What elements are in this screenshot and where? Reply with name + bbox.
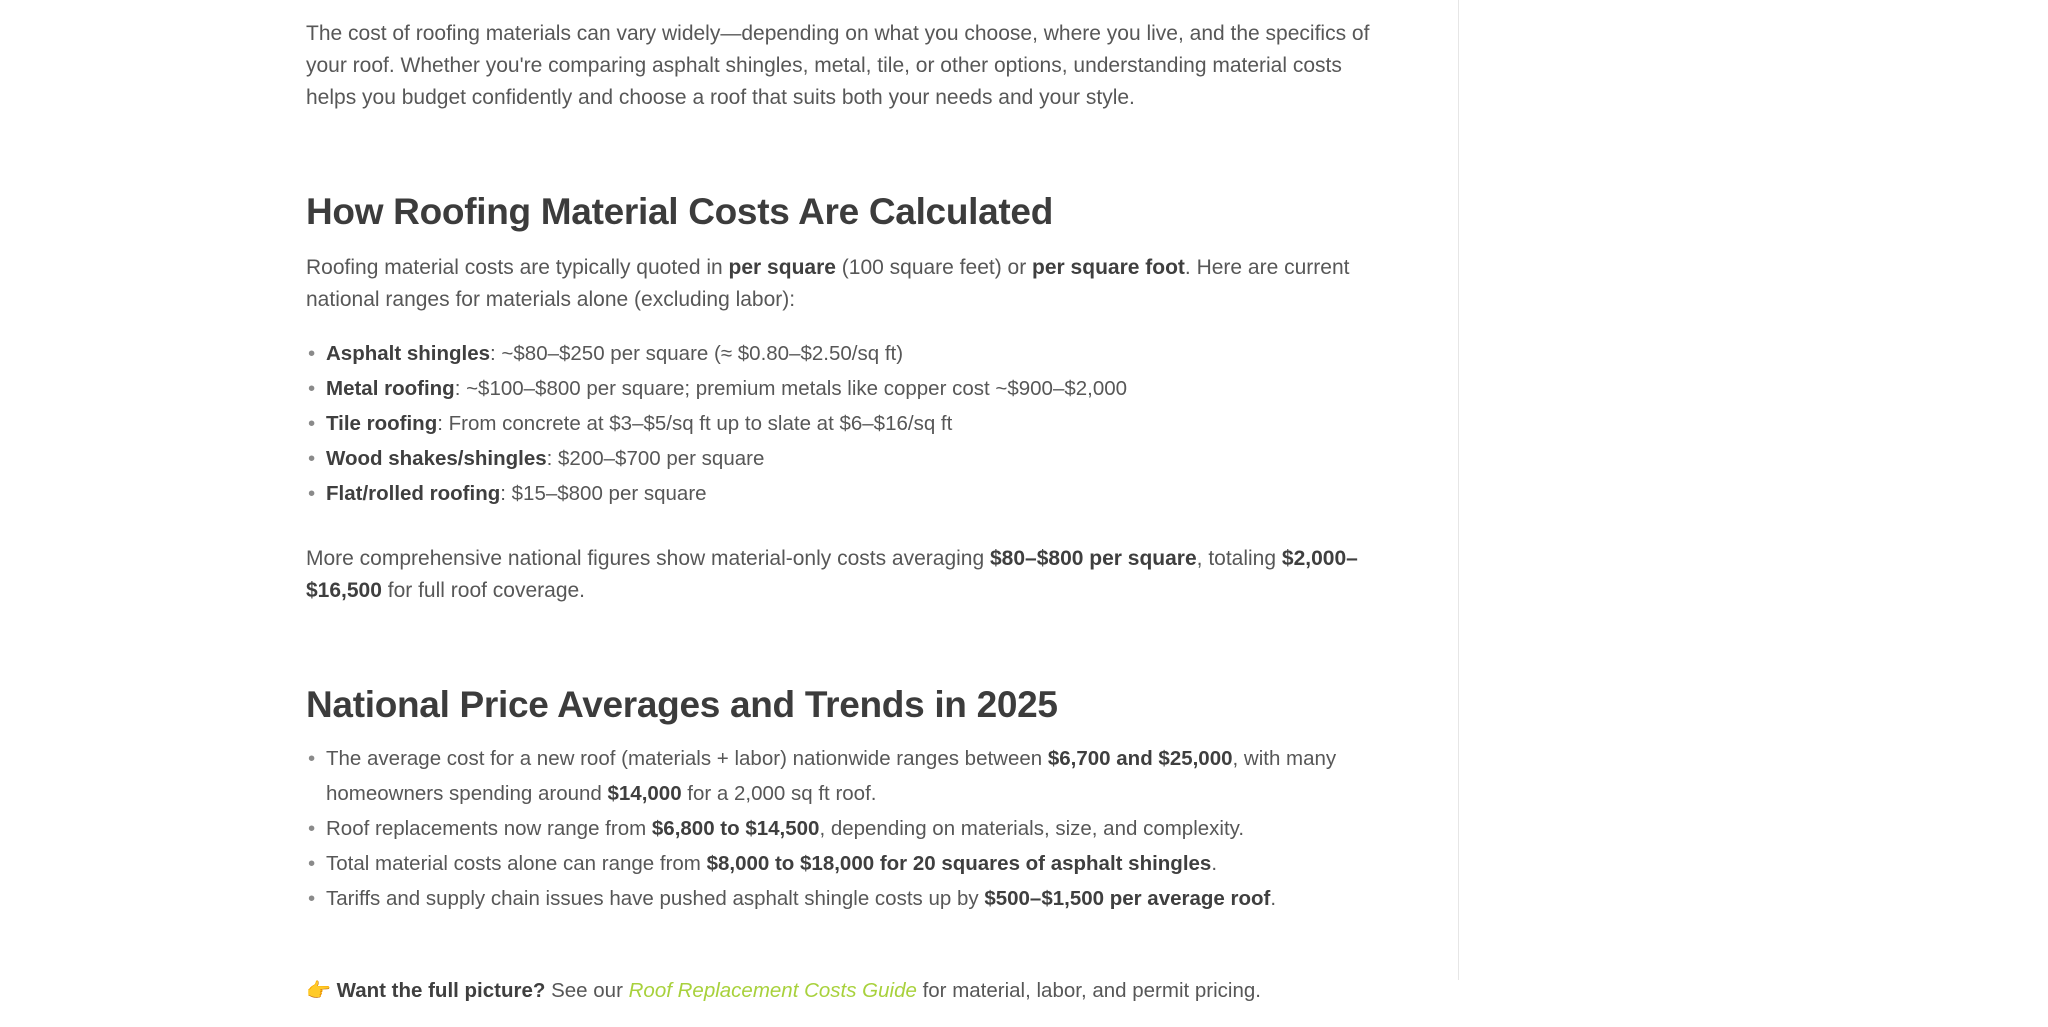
list-item-part1: The average cost for a new roof (materials + labor) nationwide ranges between bbox=[326, 747, 1048, 770]
list-item-part2: . bbox=[1270, 887, 1277, 910]
list-item-part1: Tariffs and supply chain issues have pushed asphalt shingle costs up by bbox=[326, 887, 985, 910]
list-item bbox=[306, 441, 1376, 476]
list-item-bold1: $6,700 and $25,000 bbox=[1047, 747, 1233, 770]
bullet-icon: • bbox=[308, 377, 316, 400]
bullet-icon: • bbox=[308, 887, 316, 910]
list-item-label: Flat/rolled roofing bbox=[326, 482, 501, 505]
list-item bbox=[306, 811, 1376, 846]
list-item-text: : $200–$700 per square bbox=[546, 447, 765, 470]
list-item-label: Asphalt shingles bbox=[326, 342, 491, 365]
national-averages-list bbox=[306, 727, 1376, 916]
roof-replacement-costs-guide-link[interactable]: Roof Replacement Costs Guide bbox=[628, 978, 917, 1002]
section1-intro-bold1: per square bbox=[728, 256, 836, 279]
summary-bold2: $2,000–$16,500 bbox=[306, 547, 1358, 602]
list-item bbox=[306, 881, 1376, 916]
list-item-label: Wood shakes/shingles bbox=[326, 447, 547, 470]
list-item bbox=[306, 371, 1376, 406]
list-item-bold2: $14,000 bbox=[607, 782, 682, 805]
list-item-bold1: $6,800 to $14,500 bbox=[651, 817, 820, 840]
list-item-label: Metal roofing bbox=[326, 377, 455, 400]
bullet-icon: • bbox=[308, 817, 316, 840]
list-item-bold1: $500–$1,500 per average roof bbox=[984, 887, 1271, 910]
summary-part2: , totaling bbox=[1196, 547, 1282, 570]
list-item bbox=[306, 336, 1376, 371]
bullet-icon: • bbox=[308, 482, 316, 505]
cta-middle-text: See our bbox=[545, 978, 629, 1002]
list-item-part1: Roof replacements now range from bbox=[326, 817, 652, 840]
list-item bbox=[306, 741, 1376, 811]
bullet-icon: • bbox=[308, 342, 316, 365]
article-content bbox=[306, 0, 1376, 1027]
list-item bbox=[306, 476, 1376, 511]
section1-intro-part3: . Here are current national ranges for materials alone (excluding labor): bbox=[306, 256, 1350, 311]
section1-intro-part1: Roofing material costs are typically quoted in bbox=[306, 256, 729, 279]
section-heading-national-averages: National Price Averages and Trends in 2025 bbox=[306, 684, 1058, 725]
list-item-part3: for a 2,000 sq ft roof. bbox=[681, 782, 877, 805]
list-item-text: : $15–$800 per square bbox=[500, 482, 707, 505]
list-item bbox=[306, 406, 1376, 441]
bullet-icon: • bbox=[308, 852, 316, 875]
list-item-text: : ~$80–$250 per square (≈ $0.80–$2.50/sq ft) bbox=[490, 342, 904, 365]
list-item-text: : ~$100–$800 per square; premium metals like copper cost ~$900–$2,000 bbox=[454, 377, 1128, 400]
pointing-hand-icon: 👉 bbox=[306, 979, 331, 1002]
bullet-icon: • bbox=[308, 747, 316, 770]
list-item-part2: . bbox=[1211, 852, 1218, 875]
intro-paragraph: The cost of roofing materials can vary widely—depending on what you choose, where you live, and the specifics of your roof. Whether you're comparing asphalt shingles, metal, tile, or other options, understanding material costs helps you budget confidently and choose a roof that suits both your needs and your style. bbox=[306, 22, 1370, 109]
cta-paragraph bbox=[306, 937, 1376, 1007]
section1-intro-bold2: per square foot bbox=[1032, 256, 1185, 279]
summary-part1: More comprehensive national figures show material-only costs averaging bbox=[306, 547, 990, 570]
list-item bbox=[306, 846, 1376, 881]
list-item-part1: Total material costs alone can range from bbox=[326, 852, 707, 875]
summary-bold1: $80–$800 per square bbox=[990, 547, 1197, 570]
bullet-icon: • bbox=[308, 412, 316, 435]
section-heading-material-costs: How Roofing Material Costs Are Calculated bbox=[306, 191, 1053, 232]
cta-lead-text: Want the full picture? bbox=[336, 978, 546, 1002]
column-divider bbox=[1458, 0, 1459, 980]
list-item-label: Tile roofing bbox=[326, 412, 438, 435]
list-item-part2: , depending on materials, size, and complexity. bbox=[819, 817, 1245, 840]
bullet-icon: • bbox=[308, 447, 316, 470]
list-item-text: : From concrete at $3–$5/sq ft up to slate at $6–$16/sq ft bbox=[437, 412, 953, 435]
section1-summary-paragraph bbox=[306, 511, 1376, 607]
list-item-bold1: $8,000 to $18,000 for 20 squares of asphalt shingles bbox=[706, 852, 1212, 875]
list-item-part2: , with many homeowners spending around bbox=[326, 747, 1337, 805]
cta-tail-text: for material, labor, and permit pricing. bbox=[916, 978, 1261, 1002]
section1-intro-part2: (100 square feet) or bbox=[835, 256, 1033, 279]
section1-intro-paragraph bbox=[306, 234, 1376, 316]
material-cost-list bbox=[306, 316, 1376, 511]
summary-part3: for full roof coverage. bbox=[381, 579, 586, 602]
